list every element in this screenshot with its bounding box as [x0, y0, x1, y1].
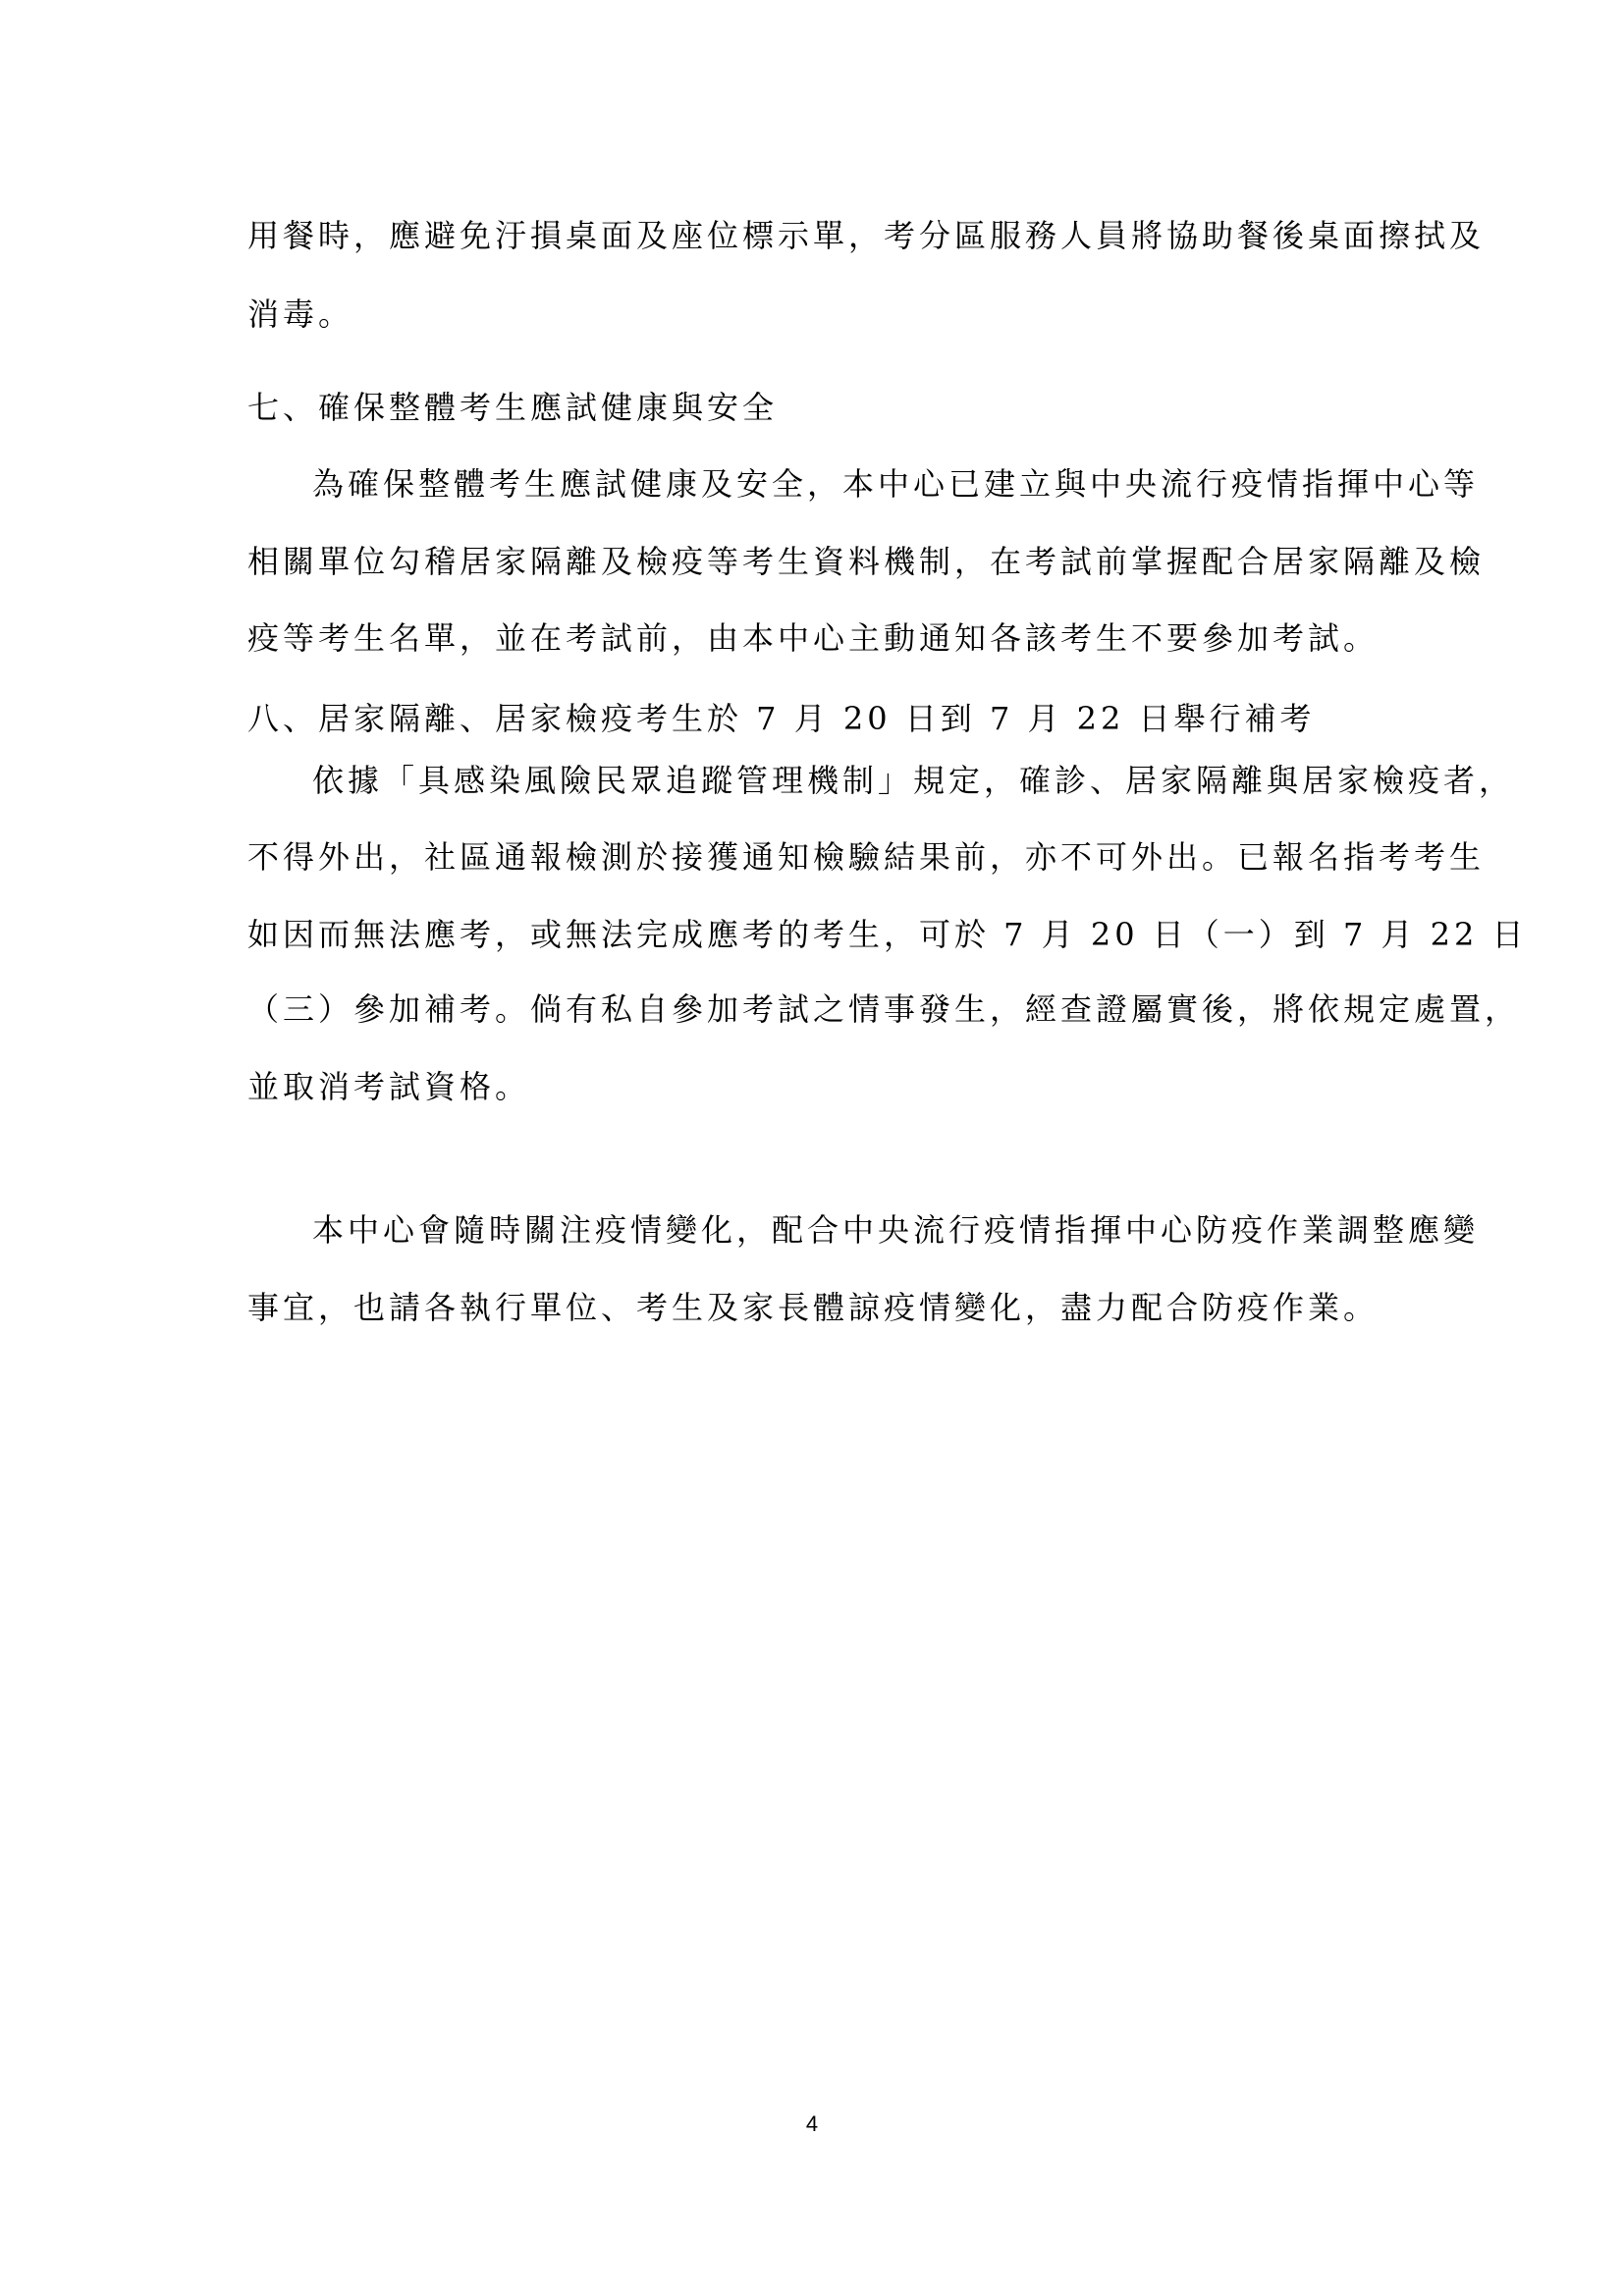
paragraph-line: 依據「具感染風險民眾追蹤管理機制」規定，確診、居家隔離與居家檢疫者，: [312, 762, 1515, 799]
paragraph-line: 相關單位勾稽居家隔離及檢疫等考生資料機制，在考試前掌握配合居家隔離及檢: [247, 543, 1486, 580]
paragraph-line: 並取消考試資格。: [247, 1068, 531, 1105]
paragraph-line: 用餐時，應避免汙損桌面及座位標示單，考分區服務人員將協助餐後桌面擦拭及: [247, 217, 1486, 254]
section-heading-8: 八、居家隔離、居家檢疫考生於 7 月 20 日到 7 月 22 日舉行補考: [247, 700, 1316, 737]
paragraph-line: 疫等考生名單，並在考試前，由本中心主動通知各該考生不要參加考試。: [247, 619, 1380, 657]
paragraph-line: 消毒。: [247, 295, 354, 333]
page-number: 4: [805, 2111, 819, 2136]
paragraph-line: 不得外出，社區通報檢測於接獲通知檢驗結果前，亦不可外出。已報名指考考生: [247, 838, 1486, 876]
closing-paragraph-line: 事宜，也請各執行單位、考生及家長體諒疫情變化，盡力配合防疫作業。: [247, 1289, 1380, 1326]
paragraph-line: （三）參加補考。倘有私自參加考試之情事發生，經查證屬實後，將依規定處置，: [247, 990, 1521, 1028]
paragraph-line: 為確保整體考生應試健康及安全，本中心已建立與中央流行疫情指揮中心等: [312, 465, 1480, 503]
section-heading-7: 七、確保整體考生應試健康與安全: [247, 389, 779, 426]
closing-paragraph-line: 本中心會隨時關注疫情變化，配合中央流行疫情指揮中心防疫作業調整應變: [312, 1211, 1480, 1249]
paragraph-line: 如因而無法應考，或無法完成應考的考生，可於 7 月 20 日（一）到 7 月 22 日: [247, 916, 1528, 953]
